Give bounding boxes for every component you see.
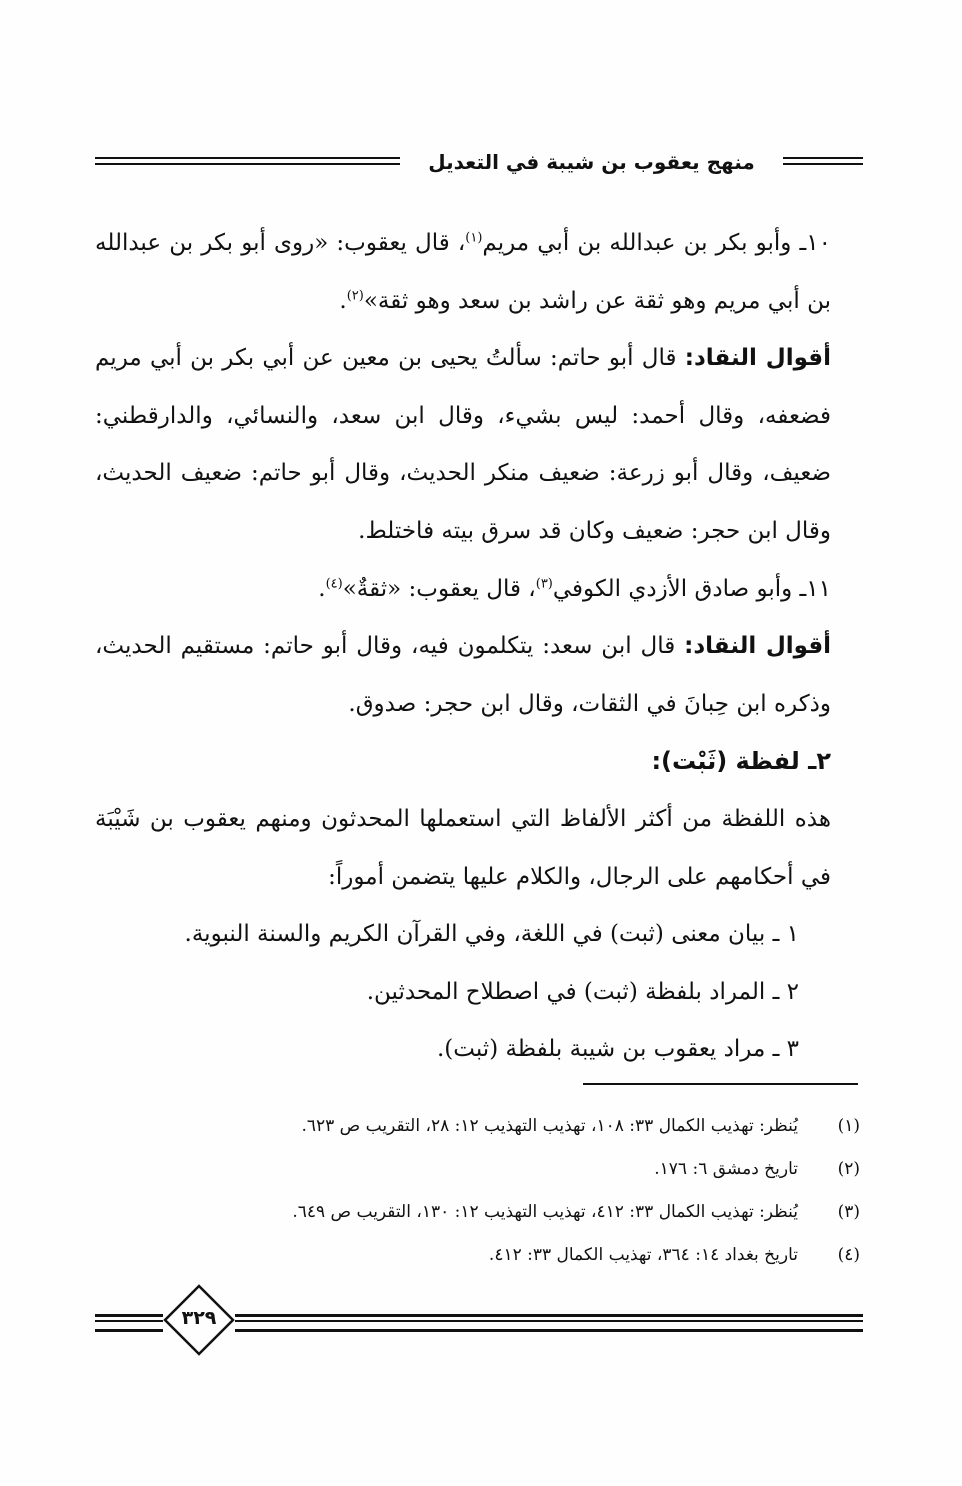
header-rule-right	[783, 157, 863, 165]
footnote-text: يُنظر: تهذيب الكمال ٣٣: ١٠٨، تهذيب التهذيب ١٢: ٢٨، التقريب ص ٦٢٣.	[301, 1116, 798, 1136]
footnote	[120, 1148, 860, 1191]
list-item: ١ ـ بيان معنى (ثبت) في اللغة، وفي القرآن الكريم والسنة النبوية.	[184, 921, 799, 948]
section-heading: ٢ـ لفظة (ثَبْت):	[651, 747, 831, 776]
footnote-ref-4: (٤)	[325, 575, 343, 591]
entry-11	[95, 561, 863, 619]
footnote-separator	[583, 1083, 858, 1085]
footer-rule-right	[235, 1314, 863, 1332]
footnote-number: (٢)	[837, 1159, 860, 1179]
header-title: منهج يعقوب بن شيبة في التعديل	[428, 150, 755, 174]
critics-paragraph-2	[95, 618, 863, 733]
critics-paragraph-1	[95, 330, 863, 560]
running-header	[95, 148, 863, 184]
footnote	[120, 1191, 860, 1234]
footnote-number: (٣)	[837, 1202, 860, 1222]
entry-10-end: .	[339, 287, 347, 314]
entry-10	[95, 215, 863, 330]
footnote	[120, 1234, 860, 1277]
footnote-ref-3: (٣)	[535, 575, 553, 591]
entry-11-name: ١١ـ وأبو صادق الأزدي الكوفي	[552, 575, 831, 602]
footer-rule-left	[95, 1314, 163, 1332]
header-rule-left	[95, 157, 400, 165]
main-text	[95, 215, 863, 1079]
footnote-text: يُنظر: تهذيب الكمال ٣٣: ٤١٢، تهذيب التهذيب ١٢: ١٣٠، التقريب ص ٦٤٩.	[292, 1202, 798, 1222]
critics-label: أقوال النقاد:	[684, 345, 832, 372]
entry-10-name: ١٠ـ وأبو بكر بن عبدالله بن أبي مريم	[482, 230, 831, 256]
critics-label: أقوال النقاد:	[684, 633, 832, 660]
footnote-ref-2: (٢)	[346, 287, 364, 303]
entry-10-quote: ، قال يعقوب: «روى أبو بكر بن عبدالله بن أبي مريم وهو ثقة عن راشد بن سعد وهو ثقة»	[95, 230, 831, 314]
footnote	[120, 1105, 860, 1148]
page-number: ٣٢٩	[181, 1307, 217, 1329]
section-intro: هذه اللفظة من أكثر الألفاظ التي استعملها المحدثون ومنهم يعقوب بن شَيْبَة في أحكامهم على الرجال، والكلام عليها يتضمن أموراً:	[95, 805, 831, 890]
footnote-text: تاريخ دمشق ٦: ١٧٦.	[654, 1159, 798, 1179]
list-item: ٣ ـ مراد يعقوب بن شيبة بلفظة (ثبت).	[436, 1036, 799, 1063]
critics-text: قال أبو حاتم: سألتُ يحيى بن معين عن أبي بكر بن أبي مريم فضعفه، وقال أحمد: ليس بشيء، وقال ابن سعد، والنسائي، والدارقطني: ضعيف، وقال أبو زرعة: ضعيف منكر الحديث، وقال أبو حاتم: ضعيف الحديث، وقال ابن حجر: ضعيف وكان قد سرق بيته فاختلط.	[95, 345, 831, 544]
footnote-number: (٤)	[837, 1245, 860, 1265]
footnotes	[120, 1105, 860, 1277]
list-item: ٢ ـ المراد بلفظة (ثبت) في اصطلاح المحدثين.	[366, 978, 799, 1005]
footnote-number: (١)	[837, 1116, 860, 1136]
footnote-text: تاريخ بغداد ١٤: ٣٦٤، تهذيب الكمال ٣٣: ٤١٢.	[488, 1245, 798, 1265]
entry-11-end: .	[318, 575, 326, 602]
footnote-ref-1: (١)	[465, 230, 483, 246]
entry-11-quote: ، قال يعقوب: «ثقةٌ»	[342, 575, 536, 602]
critics-text: قال ابن سعد: يتكلمون فيه، وقال أبو حاتم: مستقيم الحديث، وذكره ابن حِبانَ في الثقات، وقال ابن حجر: صدوق.	[95, 633, 831, 717]
